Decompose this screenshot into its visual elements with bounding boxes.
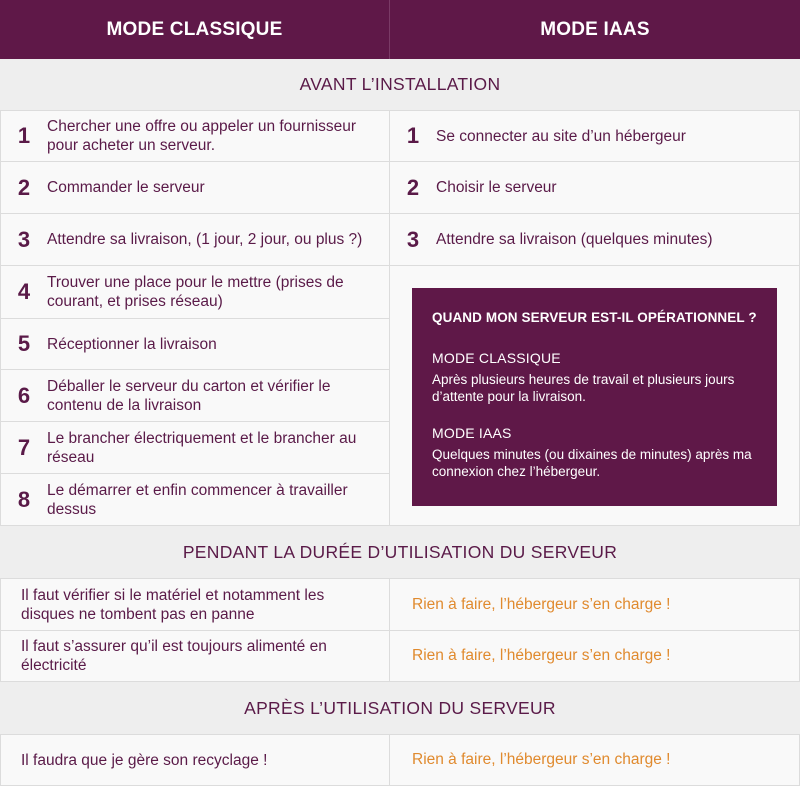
callout-classic-label: MODE CLASSIQUE <box>432 350 561 366</box>
header-classic-mode: MODE CLASSIQUE <box>106 18 283 40</box>
iaas-step-1 <box>389 110 800 162</box>
step-number: 3 <box>406 226 420 252</box>
step-number: 6 <box>17 382 31 408</box>
classic-step-2 <box>0 161 390 214</box>
during-iaas-row-1 <box>389 578 800 631</box>
step-number: 1 <box>17 123 31 148</box>
header-iaas-mode: MODE IAAS <box>540 18 650 40</box>
step-number: 3 <box>17 226 31 252</box>
row-text: Rien à faire, l’hébergeur s’en charge ! <box>412 647 671 664</box>
step-text: Commander le serveur <box>47 179 205 196</box>
step-text: Réceptionner la livraison <box>47 335 217 353</box>
operational-callout <box>412 288 777 506</box>
callout-classic-text: Après plusieurs heures de travail et plusieurs jours d’attente pour la livraison. <box>432 372 735 404</box>
step-number: 8 <box>17 486 31 512</box>
during-classic-row-2 <box>0 630 390 682</box>
step-text: Le brancher électriquement et le brancher au réseau <box>47 429 357 466</box>
callout-title: QUAND MON SERVEUR EST-IL OPÉRATIONNEL ? <box>432 310 757 325</box>
step-number: 2 <box>406 174 420 200</box>
step-number: 2 <box>17 174 31 200</box>
step-text: Choisir le serveur <box>436 179 557 196</box>
step-text: Le démarrer et enfin commencer à travailler dessus <box>47 481 348 518</box>
step-text: Attendre sa livraison, (1 jour, 2 jour, ou plus ?) <box>47 231 363 248</box>
table-header <box>0 0 800 59</box>
classic-step-3 <box>0 213 390 266</box>
section-during-usage: PENDANT LA DURÉE D’UTILISATION DU SERVEUR <box>0 526 800 578</box>
section-before-installation: AVANT L’INSTALLATION <box>0 59 800 110</box>
step-text: Trouver une place pour le mettre (prises de courant, et prises réseau) <box>47 274 344 310</box>
step-text: Déballer le serveur du carton et vérifier le contenu de la livraison <box>47 377 331 414</box>
during-classic-row-1 <box>0 578 390 631</box>
classic-step-8 <box>0 473 390 526</box>
classic-step-1 <box>0 110 390 162</box>
step-number: 7 <box>17 434 31 460</box>
step-number: 5 <box>17 331 31 356</box>
step-number: 1 <box>406 123 420 148</box>
callout-iaas-text: Quelques minutes (ou dixaines de minutes) après ma connexion chez l’hébergeur. <box>432 447 752 479</box>
classic-step-5 <box>0 318 390 370</box>
row-text: Il faudra que je gère son recyclage ! <box>21 751 268 769</box>
row-text: Il faut s’assurer qu’il est toujours alimenté en électricité <box>21 638 327 674</box>
during-iaas-row-2 <box>389 630 800 682</box>
after-classic-row-1 <box>0 734 390 786</box>
step-number: 4 <box>17 279 31 304</box>
row-text: Il faut vérifier si le matériel et notamment les disques ne tombent pas en panne <box>21 586 325 623</box>
classic-step-4 <box>0 265 390 319</box>
row-text: Rien à faire, l’hébergeur s’en charge ! <box>412 595 671 613</box>
iaas-step-2 <box>389 161 800 214</box>
step-text: Chercher une offre ou appeler un fournisseur pour acheter un serveur. <box>47 118 357 154</box>
callout-iaas-label: MODE IAAS <box>432 425 512 441</box>
classic-step-7 <box>0 421 390 474</box>
iaas-step-3 <box>389 213 800 266</box>
row-text: Rien à faire, l’hébergeur s’en charge ! <box>412 751 671 768</box>
section-after-usage: APRÈS L’UTILISATION DU SERVEUR <box>0 682 800 734</box>
after-iaas-row-1 <box>389 734 800 786</box>
step-text: Attendre sa livraison (quelques minutes) <box>436 231 713 248</box>
step-text: Se connecter au site d’un hébergeur <box>436 127 686 145</box>
classic-step-6 <box>0 369 390 422</box>
